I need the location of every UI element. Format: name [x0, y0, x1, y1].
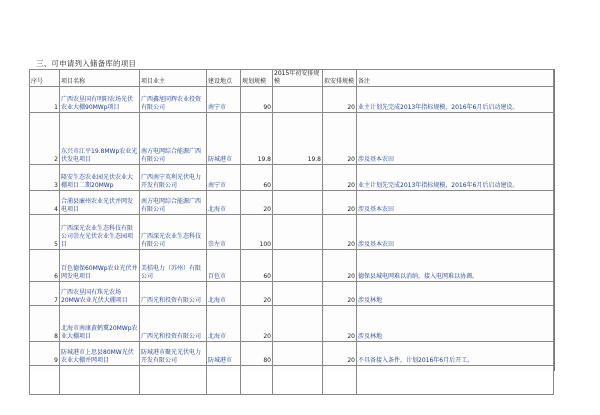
- cell-planned-scale: 60: [241, 250, 273, 282]
- header-remarks: 备注: [357, 70, 554, 87]
- cell-project-name: [60, 366, 140, 395]
- table-row: [30, 282, 554, 306]
- header-planned-scale: 规划规模: [241, 70, 273, 87]
- table-row: [30, 87, 554, 113]
- cell-2015-scale: [273, 87, 323, 113]
- cell-project-name: 广西农垦国有珠光农场20MW农业光伏大棚项目: [60, 282, 140, 306]
- cell-remarks: 涉及林地: [357, 306, 554, 342]
- cell-remarks: 涉及基本农田: [357, 215, 554, 250]
- header-name: 项目名称: [60, 70, 140, 87]
- cell-seq: 5: [30, 215, 60, 250]
- cell-seq: [30, 366, 60, 395]
- cell-remarks: 涉及林地: [357, 282, 554, 306]
- header-2015-scale: 2015年初安排规模: [273, 70, 323, 87]
- cell-owner: [140, 366, 207, 395]
- header-owner: 项目业主: [140, 70, 207, 87]
- cell-planned-scale: 80: [241, 342, 273, 366]
- cell-project-name: 北海市南康黄鹤冀20MWp农业大棚项目: [60, 306, 140, 342]
- cell-owner: 广西光和投资有限公司: [140, 306, 207, 342]
- cell-location: 防城港市: [207, 113, 241, 165]
- cell-remarks: 涉及基本农田: [357, 191, 554, 215]
- section-title: 三、可申请列入储备库的项目: [36, 59, 137, 68]
- cell-owner: 南方电网综合能源广西有限公司: [140, 113, 207, 165]
- cell-planned-install: 20: [323, 250, 357, 282]
- cell-location: 百色市: [207, 250, 241, 282]
- cell-seq: 6: [30, 250, 60, 282]
- cell-owner: 广西南宁英利光伏电力开发有限公司: [140, 165, 207, 191]
- cell-owner: 广西深光农业生态科技有限公司: [140, 215, 207, 250]
- cell-planned-scale: 19.8: [241, 113, 273, 165]
- cell-planned-install: 20: [323, 191, 357, 215]
- cell-project-name: 防城港市上思县80MW光伏农业大棚并网项目: [60, 342, 140, 366]
- cell-location: 防城港市: [207, 342, 241, 366]
- cell-planned-install: 20: [323, 342, 357, 366]
- cell-owner: 广西鑫旭同辉农业投资有限公司: [140, 87, 207, 113]
- cell-location: 南宁市: [207, 165, 241, 191]
- cell-remarks: 不具备接入条件，计划2016年6月后开工。: [357, 342, 554, 366]
- cell-planned-install: 20: [323, 113, 357, 165]
- cell-location: 北海市: [207, 306, 241, 342]
- table-row: [30, 250, 554, 282]
- cell-owner: 美桔电力（苏州）有限公司: [140, 250, 207, 282]
- cell-seq: 1: [30, 87, 60, 113]
- table-row: [30, 366, 554, 395]
- cell-planned-install: 20: [323, 87, 357, 113]
- cell-planned-scale: 100: [241, 215, 273, 250]
- cell-2015-scale: [273, 191, 323, 215]
- header-planned-install: 拟安排规模: [323, 70, 357, 87]
- table-row: [30, 215, 554, 250]
- cell-planned-scale: [241, 366, 273, 395]
- cell-2015-scale: [273, 306, 323, 342]
- project-table: [29, 69, 554, 395]
- cell-location: [207, 366, 241, 395]
- table-row: [30, 113, 554, 165]
- table-row: [30, 191, 554, 215]
- cell-owner: 防城港市聚光光伏电力开发有限公司: [140, 342, 207, 366]
- table-row: [30, 165, 554, 191]
- cell-project-name: 广西深光农业生态科技有限公司崇左光伏农业生态园项目: [60, 215, 140, 250]
- cell-project-name: 隆安生态农业园光伏农业大棚项目二期20MWp: [60, 165, 140, 191]
- cell-location: 南宁市: [207, 87, 241, 113]
- cell-remarks: 德保县城电网难以消纳，接入电网难以协调。: [357, 250, 554, 282]
- cell-remarks: 涉及基本农田: [357, 113, 554, 165]
- header-row: [30, 70, 554, 87]
- cell-2015-scale: [273, 250, 323, 282]
- cell-owner: 南方电网综合能源广西有限公司: [140, 191, 207, 215]
- table-row: [30, 342, 554, 366]
- cell-planned-install: 20: [323, 165, 357, 191]
- cell-owner: 广西光和投资有限公司: [140, 282, 207, 306]
- cell-2015-scale: [273, 282, 323, 306]
- cell-planned-install: 20: [323, 215, 357, 250]
- cell-location: 北海市: [207, 282, 241, 306]
- cell-seq: 4: [30, 191, 60, 215]
- cell-seq: 3: [30, 165, 60, 191]
- cell-remarks: 业主计划先完成2013年指标规模，2016年6月后启动建设。: [357, 87, 554, 113]
- cell-project-name: 广西农垦国有明阳农场光伏农业大棚90MWp项目: [60, 87, 140, 113]
- cell-project-name: 百色德保60MWp农业光伏并网发电项目: [60, 250, 140, 282]
- cell-planned-install: [323, 366, 357, 395]
- cell-planned-install: 20: [323, 306, 357, 342]
- cell-2015-scale: [273, 215, 323, 250]
- cell-project-name: 东兴市江平19.8MWp农业光伏发电项目: [60, 113, 140, 165]
- cell-seq: 8: [30, 306, 60, 342]
- cell-planned-scale: 20: [241, 306, 273, 342]
- cell-2015-scale: [273, 366, 323, 395]
- cell-seq: 2: [30, 113, 60, 165]
- cell-planned-scale: 20: [241, 191, 273, 215]
- cell-planned-scale: 20: [241, 282, 273, 306]
- cell-seq: 9: [30, 342, 60, 366]
- cell-location: 崇左市: [207, 215, 241, 250]
- cell-2015-scale: [273, 342, 323, 366]
- cell-remarks: [357, 366, 554, 395]
- cell-remarks: 业主计划先完成2013年指标规模，2016年6月后启动建设。: [357, 165, 554, 191]
- cell-2015-scale: [273, 165, 323, 191]
- header-seq: 序号: [30, 70, 60, 87]
- cell-seq: 7: [30, 282, 60, 306]
- header-location: 建设地点: [207, 70, 241, 87]
- cell-planned-scale: 90: [241, 87, 273, 113]
- table-row: [30, 306, 554, 342]
- cell-2015-scale: 19.8: [273, 113, 323, 165]
- cell-project-name: 合浦县廉州农业光伏并网发电项目: [60, 191, 140, 215]
- cell-planned-scale: 60: [241, 165, 273, 191]
- cell-planned-install: 20: [323, 282, 357, 306]
- cell-location: 北海市: [207, 191, 241, 215]
